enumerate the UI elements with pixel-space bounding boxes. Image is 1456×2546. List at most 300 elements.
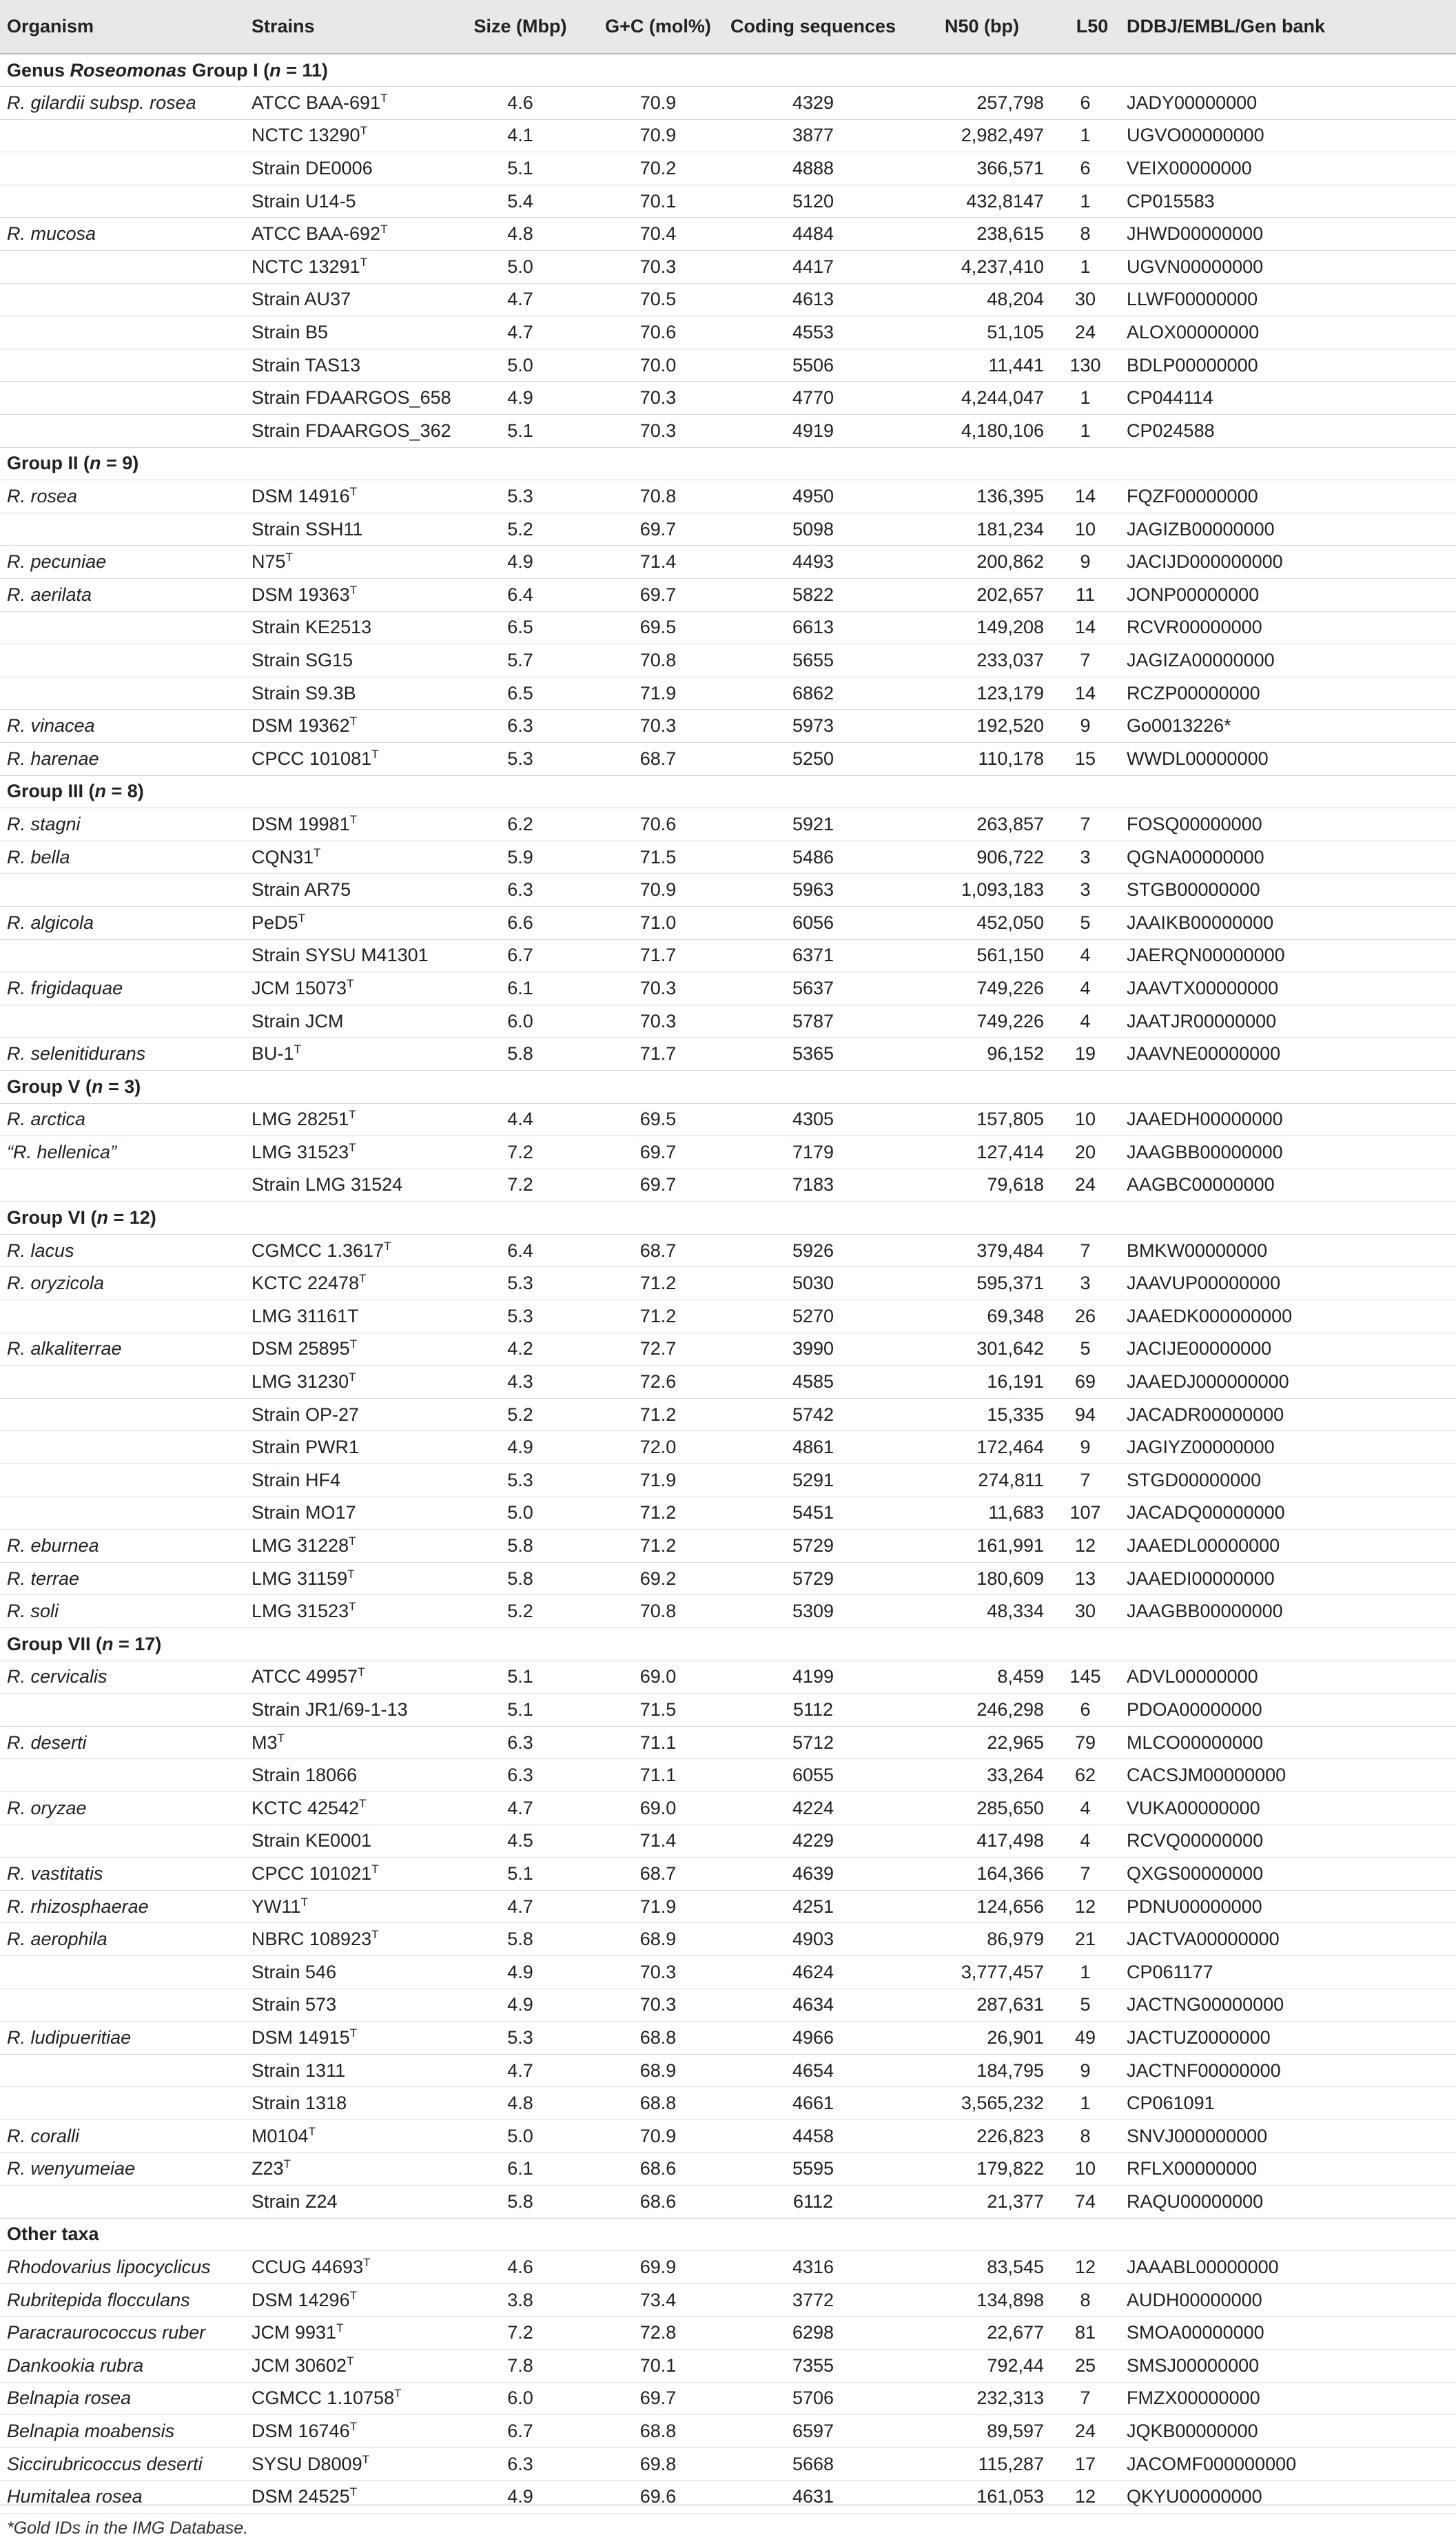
l50-cell: 9 (1065, 710, 1120, 743)
strain-cell (245, 2022, 451, 2055)
table-row (0, 1989, 1456, 2022)
genome-size-cell: 6.3 (451, 1726, 589, 1759)
strain-name: Strain S9.3B (252, 682, 356, 704)
coding-sequences-cell: 4251 (727, 1890, 899, 1923)
accession-cell: FOSQ00000000 (1120, 808, 1456, 841)
table-header (0, 0, 1456, 54)
n50-cell: 69,348 (899, 1300, 1065, 1333)
organism-cell: R. deserti (0, 1726, 245, 1759)
group-label (0, 775, 1456, 808)
group-label (0, 447, 1456, 480)
gc-content-cell: 70.9 (589, 2119, 727, 2153)
table-row (0, 1858, 1456, 1891)
n50-cell: 366,571 (899, 152, 1065, 185)
strain-cell (245, 185, 451, 218)
table-row (0, 1530, 1456, 1563)
type-strain-mark: T (362, 2452, 369, 2466)
genome-size-cell: 4.2 (451, 1333, 589, 1366)
l50-cell: 14 (1065, 677, 1120, 710)
table-row (0, 349, 1456, 382)
table-row (0, 1497, 1456, 1530)
strain-cell (245, 2481, 451, 2514)
group-count-symbol: n (92, 1076, 103, 1097)
coding-sequences-cell: 4329 (727, 87, 899, 120)
strain-name: Strain 1318 (252, 2093, 347, 2114)
gc-content-cell: 70.9 (589, 119, 727, 152)
strain-cell (245, 251, 451, 284)
l50-cell: 13 (1065, 1562, 1120, 1595)
strain-name: SYSU D8009 (252, 2453, 362, 2474)
organism-cell: “R. hellenica” (0, 1136, 245, 1169)
accession-cell: STGB00000000 (1120, 874, 1456, 907)
table-row (0, 1038, 1456, 1071)
organism-cell: Rhodovarius lipocyclicus (0, 2251, 245, 2284)
l50-cell: 74 (1065, 2186, 1120, 2219)
gc-content-cell: 71.5 (589, 1694, 727, 1727)
group-label (0, 1202, 1456, 1235)
group-label-text: Other taxa (7, 2224, 99, 2245)
gc-content-cell: 70.3 (589, 1005, 727, 1038)
organism-cell: R. alkaliterrae (0, 1333, 245, 1366)
n50-cell: 181,234 (899, 513, 1065, 546)
type-strain-mark: T (300, 1895, 308, 1909)
n50-cell: 417,498 (899, 1825, 1065, 1858)
n50-cell: 48,334 (899, 1595, 1065, 1628)
accession-cell: JACIJD000000000 (1120, 546, 1456, 579)
accession-cell: FMZX00000000 (1120, 2382, 1456, 2415)
coding-sequences-cell: 5486 (727, 841, 899, 874)
genome-size-cell: 5.3 (451, 2022, 589, 2055)
strain-name: Strain DE0006 (252, 158, 373, 179)
l50-cell: 12 (1065, 2251, 1120, 2284)
strain-cell (245, 283, 451, 316)
strain-cell (245, 119, 451, 152)
type-strain-mark: T (394, 2387, 402, 2401)
n50-cell: 257,798 (899, 87, 1065, 120)
genome-size-cell: 6.7 (451, 2415, 589, 2448)
genome-size-cell: 3.8 (451, 2283, 589, 2317)
table-row (0, 1234, 1456, 1267)
coding-sequences-cell: 4639 (727, 1858, 899, 1891)
organism-cell (0, 1300, 245, 1333)
genome-size-cell: 5.2 (451, 1595, 589, 1628)
strain-name: KCTC 22478 (252, 1273, 360, 1294)
strain-cell (245, 1103, 451, 1136)
group-header-row (0, 775, 1456, 808)
gc-content-cell: 72.7 (589, 1333, 727, 1366)
genome-size-cell: 4.3 (451, 1366, 589, 1399)
l50-cell: 20 (1065, 1136, 1120, 1169)
table-row (0, 2054, 1456, 2087)
n50-cell: 33,264 (899, 1759, 1065, 1792)
strain-cell (245, 742, 451, 775)
table-row (0, 1333, 1456, 1366)
strain-name: YW11 (252, 1896, 301, 1917)
group-count-symbol: n (102, 1633, 114, 1654)
gc-content-cell: 69.9 (589, 2251, 727, 2284)
genome-size-cell: 7.2 (451, 1136, 589, 1169)
type-strain-mark: T (298, 911, 305, 925)
organism-cell: Belnapia rosea (0, 2382, 245, 2415)
coding-sequences-cell: 5787 (727, 1005, 899, 1038)
strain-cell (245, 2350, 451, 2383)
strain-name: JCM 9931 (252, 2322, 337, 2343)
l50-cell: 24 (1065, 2415, 1120, 2448)
n50-cell: 301,642 (899, 1333, 1065, 1366)
strain-name: CGMCC 1.10758 (252, 2388, 395, 2409)
strain-cell (245, 316, 451, 349)
strain-cell (245, 1366, 451, 1399)
gc-content-cell: 71.2 (589, 1398, 727, 1431)
type-strain-mark: T (349, 583, 357, 597)
accession-cell: PDOA00000000 (1120, 1694, 1456, 1727)
l50-cell: 107 (1065, 1497, 1120, 1530)
accession-cell: JACIJE00000000 (1120, 1333, 1456, 1366)
organism-cell: R. harenae (0, 742, 245, 775)
table-row (0, 1562, 1456, 1595)
accession-cell: SMSJ00000000 (1120, 2350, 1456, 2383)
l50-cell: 30 (1065, 283, 1120, 316)
n50-cell: 1,093,183 (899, 874, 1065, 907)
gc-content-cell: 68.8 (589, 2022, 727, 2055)
organism-cell: R. rosea (0, 480, 245, 513)
accession-cell: JHWD00000000 (1120, 218, 1456, 251)
strain-cell (245, 2054, 451, 2087)
n50-cell: 115,287 (899, 2447, 1065, 2481)
gc-content-cell: 68.8 (589, 2415, 727, 2448)
strain-name: LMG 28251 (252, 1109, 349, 1130)
strain-name: Strain HF4 (252, 1469, 341, 1490)
strain-name: JCM 30602 (252, 2354, 347, 2376)
coding-sequences-cell: 5655 (727, 644, 899, 677)
strain-cell (245, 2119, 451, 2153)
organism-cell (0, 644, 245, 677)
coding-sequences-cell: 6597 (727, 2415, 899, 2448)
accession-cell: JACOMF000000000 (1120, 2447, 1456, 2481)
n50-cell: 233,037 (899, 644, 1065, 677)
strain-cell (245, 1759, 451, 1792)
strain-cell (245, 2415, 451, 2448)
genome-size-cell: 4.9 (451, 2481, 589, 2514)
accession-cell: JACTNG00000000 (1120, 1989, 1456, 2022)
accession-cell: CP024588 (1120, 415, 1456, 448)
strain-cell (245, 1661, 451, 1694)
organism-cell: R. aerilata (0, 579, 245, 612)
table-row (0, 742, 1456, 775)
genome-size-cell: 4.7 (451, 316, 589, 349)
accession-cell: LLWF00000000 (1120, 283, 1456, 316)
strain-name: DSM 19362 (252, 715, 350, 737)
organism-cell (0, 677, 245, 710)
strain-name: LMG 31523 (252, 1601, 349, 1622)
type-strain-mark: T (380, 91, 388, 105)
accession-cell: JAGIYZ00000000 (1120, 1431, 1456, 1464)
type-strain-mark: T (294, 1043, 301, 1056)
table-row (0, 2153, 1456, 2186)
coding-sequences-cell: 5595 (727, 2153, 899, 2186)
header-l50: L50 (1065, 0, 1120, 54)
coding-sequences-cell: 5729 (727, 1562, 899, 1595)
table-row (0, 1923, 1456, 1956)
l50-cell: 62 (1065, 1759, 1120, 1792)
accession-cell: RAQU00000000 (1120, 2186, 1456, 2219)
gc-content-cell: 71.1 (589, 1759, 727, 1792)
gc-content-cell: 70.3 (589, 1955, 727, 1989)
coding-sequences-cell: 4585 (727, 1366, 899, 1399)
gc-content-cell: 72.6 (589, 1366, 727, 1399)
organism-cell (0, 1169, 245, 1202)
n50-cell: 86,979 (899, 1923, 1065, 1956)
genome-size-cell: 6.6 (451, 906, 589, 939)
l50-cell: 7 (1065, 808, 1120, 841)
table-row (0, 1366, 1456, 1399)
strain-name: CPCC 101021 (252, 1862, 372, 1884)
n50-cell: 123,179 (899, 677, 1065, 710)
strain-cell (245, 349, 451, 382)
accession-cell: JAAIKB00000000 (1120, 906, 1456, 939)
strain-cell (245, 1825, 451, 1858)
gc-content-cell: 69.7 (589, 2382, 727, 2415)
coding-sequences-cell: 4229 (727, 1825, 899, 1858)
accession-cell: JACADQ00000000 (1120, 1497, 1456, 1530)
organism-cell (0, 2054, 245, 2087)
organism-cell (0, 283, 245, 316)
genome-size-cell: 4.9 (451, 1431, 589, 1464)
l50-cell: 4 (1065, 972, 1120, 1005)
strain-name: Strain JR1/69-1-13 (252, 1698, 408, 1720)
organism-cell (0, 1694, 245, 1727)
n50-cell: 432,8147 (899, 185, 1065, 218)
group-label (0, 1628, 1456, 1661)
l50-cell: 79 (1065, 1726, 1120, 1759)
gc-content-cell: 70.9 (589, 874, 727, 907)
organism-cell (0, 1825, 245, 1858)
strain-cell (245, 152, 451, 185)
gc-content-cell: 70.8 (589, 1595, 727, 1628)
gc-content-cell: 69.5 (589, 1103, 727, 1136)
accession-cell: VEIX00000000 (1120, 152, 1456, 185)
organism-cell: R. ludipueritiae (0, 2022, 245, 2055)
strain-name: Strain TAS13 (252, 354, 361, 376)
coding-sequences-cell: 5926 (727, 1234, 899, 1267)
accession-cell: JAAVNE00000000 (1120, 1038, 1456, 1071)
gc-content-cell: 70.3 (589, 251, 727, 284)
accession-cell: FQZF00000000 (1120, 480, 1456, 513)
organism-cell (0, 513, 245, 546)
accession-cell: JQKB00000000 (1120, 2415, 1456, 2448)
gc-content-cell: 71.2 (589, 1267, 727, 1300)
organism-cell (0, 119, 245, 152)
table-row (0, 1726, 1456, 1759)
organism-cell (0, 1989, 245, 2022)
accession-cell: STGD00000000 (1120, 1464, 1456, 1497)
strain-cell (245, 2251, 451, 2284)
strain-name: DSM 24525 (252, 2486, 350, 2507)
table-row (0, 1300, 1456, 1333)
organism-cell: R. gilardii subsp. rosea (0, 87, 245, 120)
table-row (0, 2415, 1456, 2448)
n50-cell: 749,226 (899, 972, 1065, 1005)
strain-name: Strain B5 (252, 322, 329, 343)
organism-cell (0, 2087, 245, 2120)
organism-cell: R. selenitidurans (0, 1038, 245, 1071)
accession-cell: JAERQN00000000 (1120, 939, 1456, 972)
l50-cell: 3 (1065, 874, 1120, 907)
table-row (0, 710, 1456, 743)
l50-cell: 9 (1065, 2054, 1120, 2087)
accession-cell: JAAVTX00000000 (1120, 972, 1456, 1005)
genome-size-cell: 5.8 (451, 1562, 589, 1595)
genome-size-cell: 5.1 (451, 1858, 589, 1891)
table-row (0, 2447, 1456, 2481)
genome-size-cell: 6.5 (451, 677, 589, 710)
gc-content-cell: 70.8 (589, 644, 727, 677)
table-row (0, 1103, 1456, 1136)
accession-cell: UGVO00000000 (1120, 119, 1456, 152)
coding-sequences-cell: 6112 (727, 2186, 899, 2219)
organism-cell: Dankookia rubra (0, 2350, 245, 2383)
genome-size-cell: 7.2 (451, 1169, 589, 1202)
coding-sequences-cell: 5291 (727, 1464, 899, 1497)
strain-cell (245, 611, 451, 644)
organism-cell (0, 1366, 245, 1399)
group-label-text: Group II ( (7, 453, 90, 474)
organism-cell (0, 152, 245, 185)
coding-sequences-cell: 4199 (727, 1661, 899, 1694)
organism-cell: R. terrae (0, 1562, 245, 1595)
strain-name: Strain SSH11 (252, 518, 363, 540)
accession-cell: JAAEDL00000000 (1120, 1530, 1456, 1563)
strain-name: Strain FDAARGOS_362 (252, 420, 451, 441)
n50-cell: 232,313 (899, 2382, 1065, 2415)
coding-sequences-cell: 5963 (727, 874, 899, 907)
strain-name: CCUG 44693 (252, 2257, 364, 2278)
type-strain-mark: T (285, 551, 293, 564)
accession-cell: RCZP00000000 (1120, 677, 1456, 710)
coding-sequences-cell: 6613 (727, 611, 899, 644)
accession-cell: JAAVUP00000000 (1120, 1267, 1456, 1300)
group-header-row (0, 1202, 1456, 1235)
accession-cell: JAAABL00000000 (1120, 2251, 1456, 2284)
table-row (0, 382, 1456, 415)
n50-cell: 26,901 (899, 2022, 1065, 2055)
strain-name: DSM 14916 (252, 486, 350, 507)
table-row (0, 1136, 1456, 1169)
gc-content-cell: 70.2 (589, 152, 727, 185)
table-row (0, 1661, 1456, 1694)
l50-cell: 11 (1065, 579, 1120, 612)
organism-cell (0, 185, 245, 218)
l50-cell: 1 (1065, 185, 1120, 218)
accession-cell: JAAEDJ000000000 (1120, 1366, 1456, 1399)
coding-sequences-cell: 5706 (727, 2382, 899, 2415)
type-strain-mark: T (349, 1108, 356, 1122)
table-row (0, 2087, 1456, 2120)
n50-cell: 11,683 (899, 1497, 1065, 1530)
accession-cell: JADY00000000 (1120, 87, 1456, 120)
group-header-row (0, 1628, 1456, 1661)
strain-cell (245, 218, 451, 251)
strain-name: Strain AR75 (252, 879, 351, 901)
l50-cell: 81 (1065, 2317, 1120, 2350)
gc-content-cell: 70.0 (589, 349, 727, 382)
n50-cell: 184,795 (899, 2054, 1065, 2087)
strain-name: Strain LMG 31524 (252, 1174, 403, 1195)
coding-sequences-cell: 5729 (727, 1530, 899, 1563)
type-strain-mark: T (371, 1862, 379, 1876)
strain-name: NCTC 13291 (252, 256, 360, 277)
organism-cell: R. pecuniae (0, 546, 245, 579)
type-strain-mark: T (347, 2354, 354, 2368)
coding-sequences-cell: 5250 (727, 742, 899, 775)
strain-cell (245, 1955, 451, 1989)
strain-name: Strain PWR1 (252, 1437, 360, 1458)
header-row (0, 0, 1456, 54)
group-count: = 3) (103, 1076, 141, 1097)
table-row (0, 283, 1456, 316)
genome-size-cell: 5.3 (451, 1300, 589, 1333)
group-count: = 9) (101, 453, 139, 474)
accession-cell: JAATJR00000000 (1120, 1005, 1456, 1038)
group-header-row (0, 54, 1456, 87)
group-genus-name: Roseomonas (70, 59, 187, 81)
coding-sequences-cell: 3772 (727, 2283, 899, 2317)
l50-cell: 30 (1065, 1595, 1120, 1628)
n50-cell: 452,050 (899, 906, 1065, 939)
group-count-symbol: n (89, 453, 101, 474)
gc-content-cell: 68.6 (589, 2153, 727, 2186)
type-strain-mark: T (349, 812, 357, 826)
genome-size-cell: 4.6 (451, 87, 589, 120)
n50-cell: 179,822 (899, 2153, 1065, 2186)
l50-cell: 8 (1065, 2119, 1120, 2153)
table-row (0, 644, 1456, 677)
strain-cell (245, 1464, 451, 1497)
organism-cell: R. eburnea (0, 1530, 245, 1563)
coding-sequences-cell: 5098 (727, 513, 899, 546)
gc-content-cell: 70.8 (589, 480, 727, 513)
strain-name: Strain FDAARGOS_658 (252, 387, 451, 409)
strain-cell (245, 939, 451, 972)
organism-cell: R. arctica (0, 1103, 245, 1136)
n50-cell: 4,237,410 (899, 251, 1065, 284)
accession-cell: PDNU00000000 (1120, 1890, 1456, 1923)
table-row (0, 2382, 1456, 2415)
strain-name: Strain 18066 (252, 1765, 358, 1786)
type-strain-mark: T (360, 124, 367, 138)
table-row (0, 2283, 1456, 2317)
table-row (0, 2022, 1456, 2055)
coding-sequences-cell: 4770 (727, 382, 899, 415)
strain-cell (245, 1333, 451, 1366)
genome-size-cell: 5.8 (451, 1923, 589, 1956)
gc-content-cell: 72.0 (589, 1431, 727, 1464)
l50-cell: 6 (1065, 87, 1120, 120)
genome-size-cell: 5.9 (451, 841, 589, 874)
type-strain-mark: T (349, 1600, 356, 1614)
genome-size-cell: 5.1 (451, 1661, 589, 1694)
genome-size-cell: 6.3 (451, 1759, 589, 1792)
coding-sequences-cell: 5120 (727, 185, 899, 218)
coding-sequences-cell: 6056 (727, 906, 899, 939)
coding-sequences-cell: 7355 (727, 2350, 899, 2383)
strain-name: M3 (252, 1732, 278, 1753)
genome-size-cell: 6.3 (451, 710, 589, 743)
n50-cell: 89,597 (899, 2415, 1065, 2448)
table-row (0, 316, 1456, 349)
group-label-text: Group VII ( (7, 1633, 102, 1654)
coding-sequences-cell: 4305 (727, 1103, 899, 1136)
